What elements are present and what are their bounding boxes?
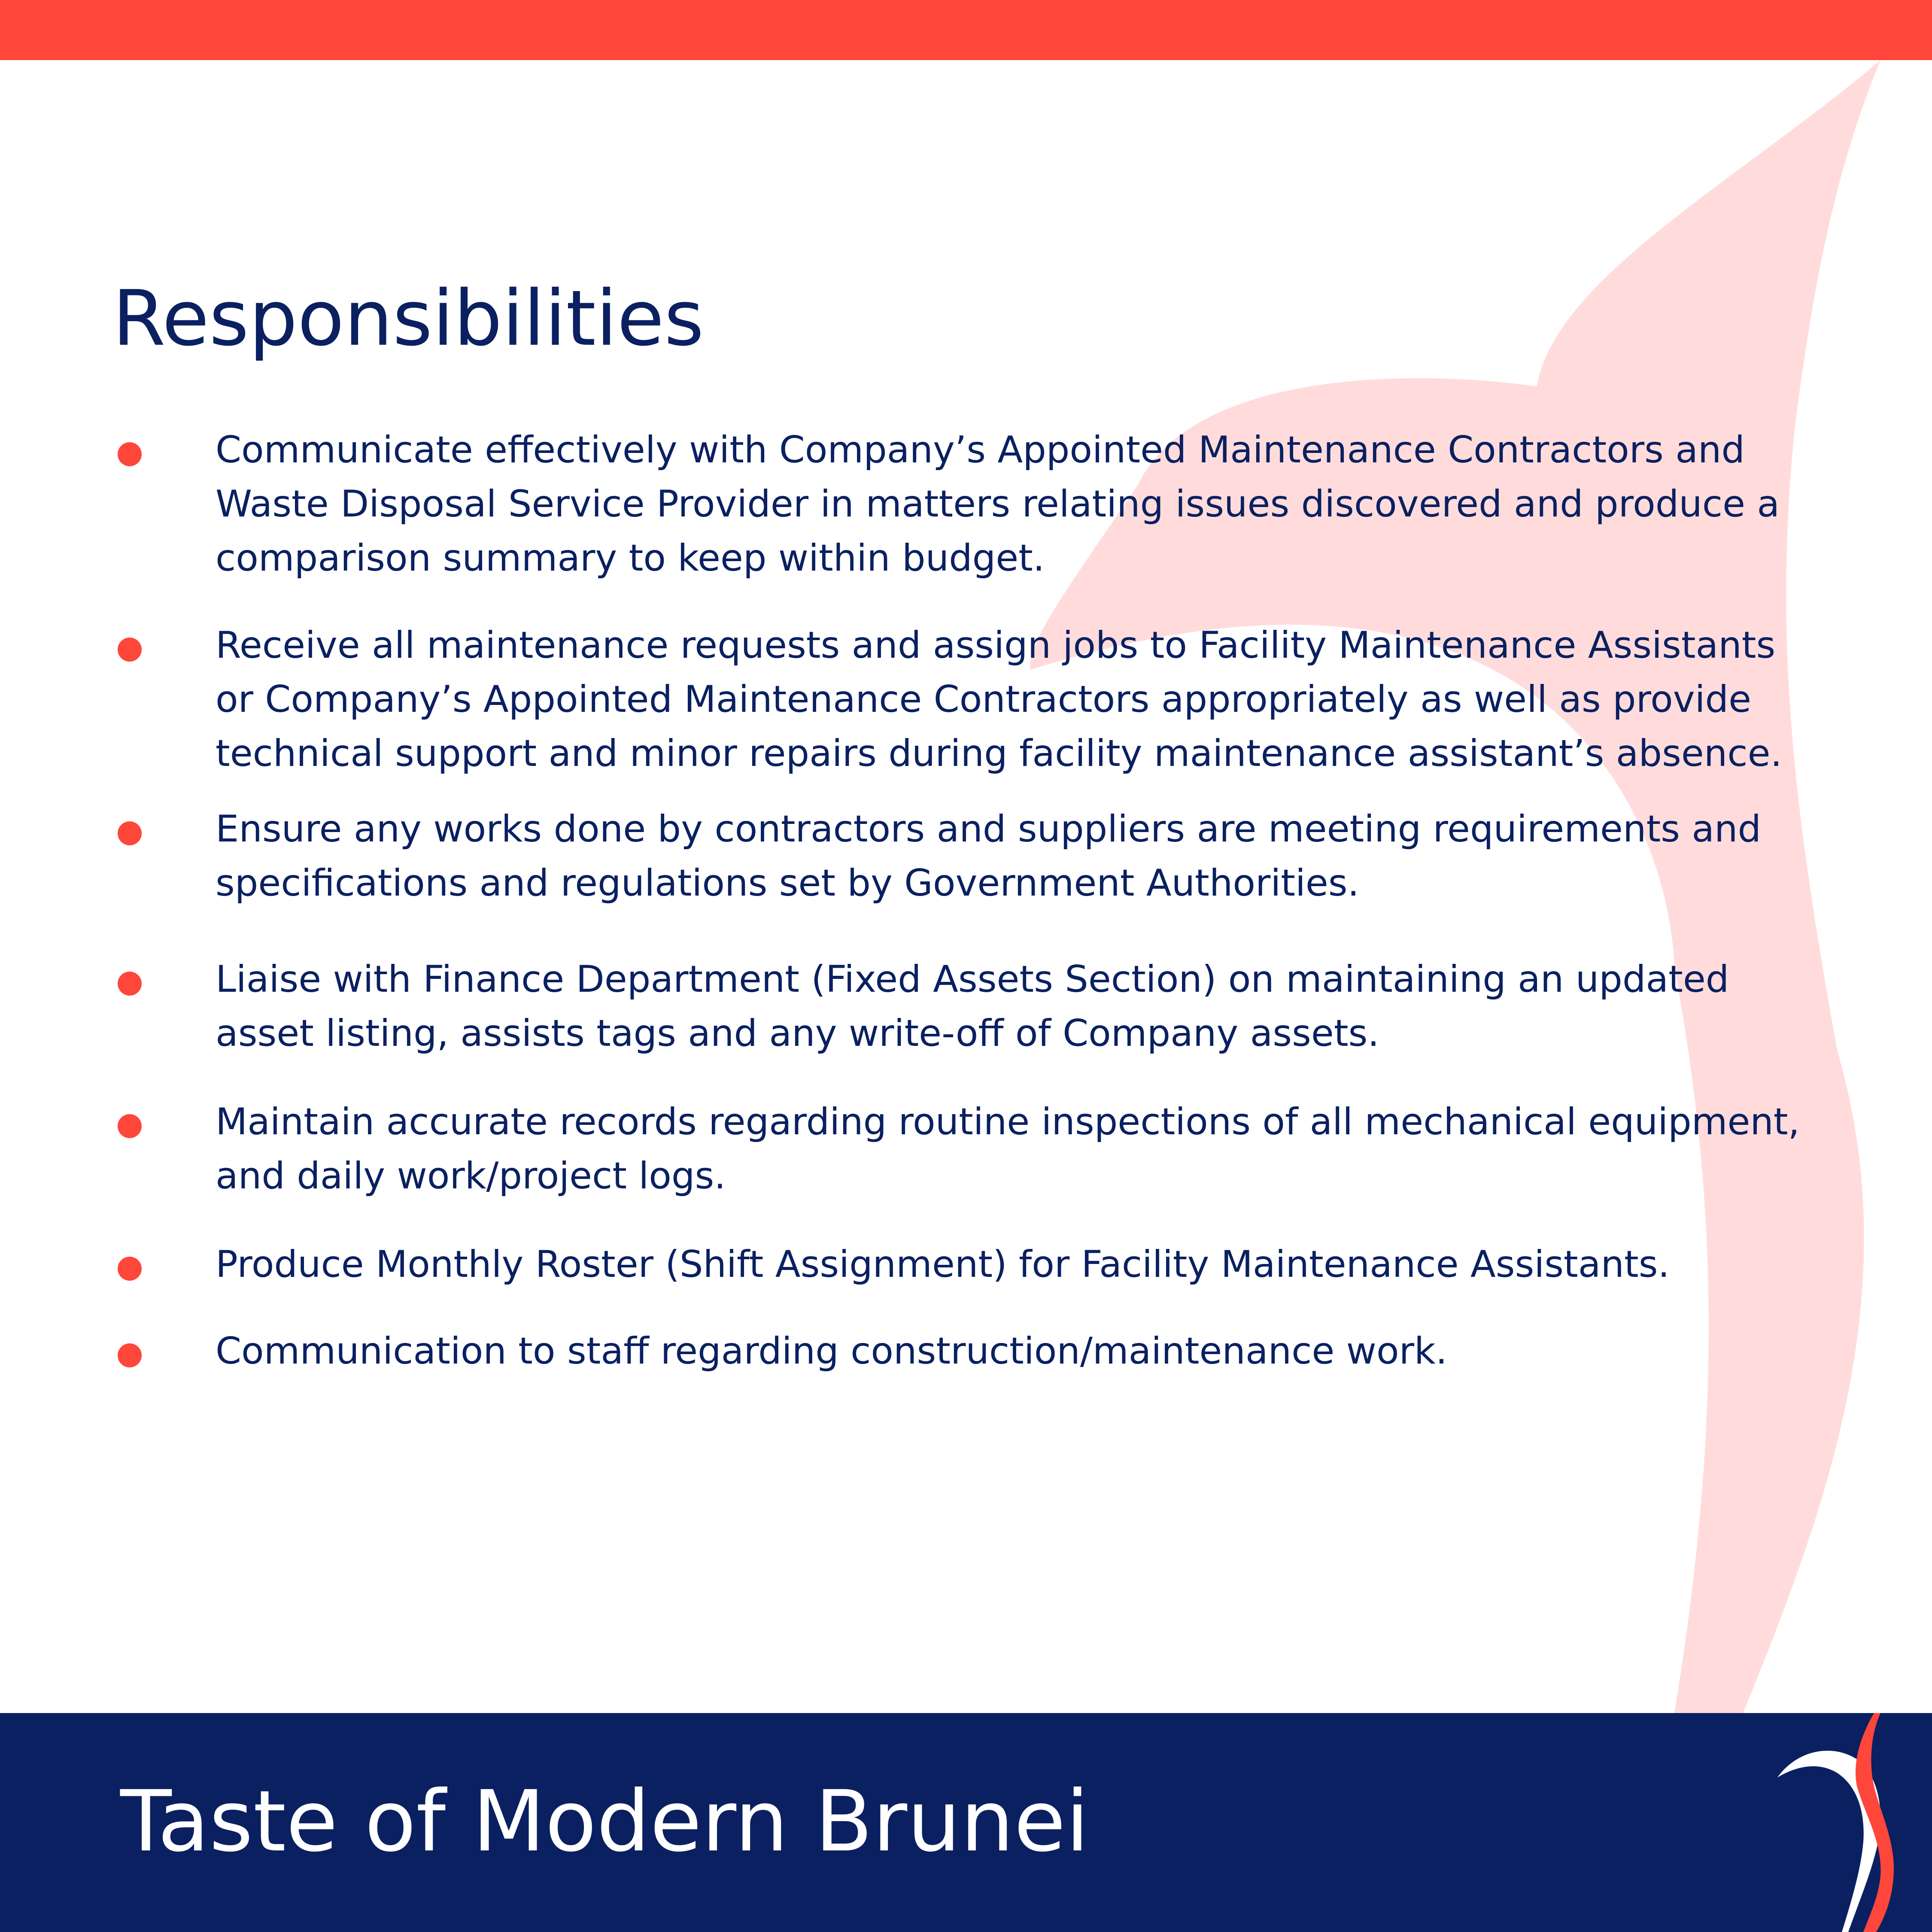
bullet-dot-icon <box>118 1343 142 1367</box>
brand-swoosh-logo-icon <box>1773 1713 1902 1932</box>
bullet-dot-icon <box>118 638 142 662</box>
list-item-text: Liaise with Finance Department (Fixed Assets Section) on maintaining an updated asset listing, assists tags and any write-off of Company assets. <box>216 958 1729 1055</box>
bullet-dot-icon <box>118 821 142 845</box>
list-item-text: Communication to staff regarding construction/maintenance work. <box>216 1330 1448 1373</box>
list-item-text: Maintain accurate records regarding routine inspections of all mechanical equipment, and daily work/project logs. <box>216 1100 1800 1197</box>
bullet-dot-icon <box>118 1257 142 1281</box>
bullet-dot-icon <box>118 972 142 996</box>
bullet-dot-icon <box>118 1114 142 1138</box>
bullet-dot-icon <box>118 442 142 466</box>
list-item-text: Receive all maintenance requests and assign jobs to Facility Maintenance Assistants or Company’s Appointed Maintenance Contractors appropriately as well as provide technical support and minor repairs during facility maintenance assistant’s absence. <box>216 624 1782 775</box>
logo-red-swoosh <box>1856 1713 1894 1932</box>
page-title: Responsibilities <box>112 274 704 363</box>
list-item-text: Ensure any works done by contractors and suppliers are meeting requirements and specifications and regulations set by Government Authorities. <box>216 808 1762 905</box>
footer-banner <box>0 1713 1932 1932</box>
list-item-text: Produce Monthly Roster (Shift Assignment) for Facility Maintenance Assistants. <box>216 1243 1670 1286</box>
list-item-text: Communicate effectively with Company’s Appointed Maintenance Contractors and Waste Disposal Service Provider in matters relating issues discovered and produce a comparison summary to keep within budget. <box>216 428 1780 580</box>
footer-tagline: Taste of Modern Brunei <box>120 1773 1089 1871</box>
